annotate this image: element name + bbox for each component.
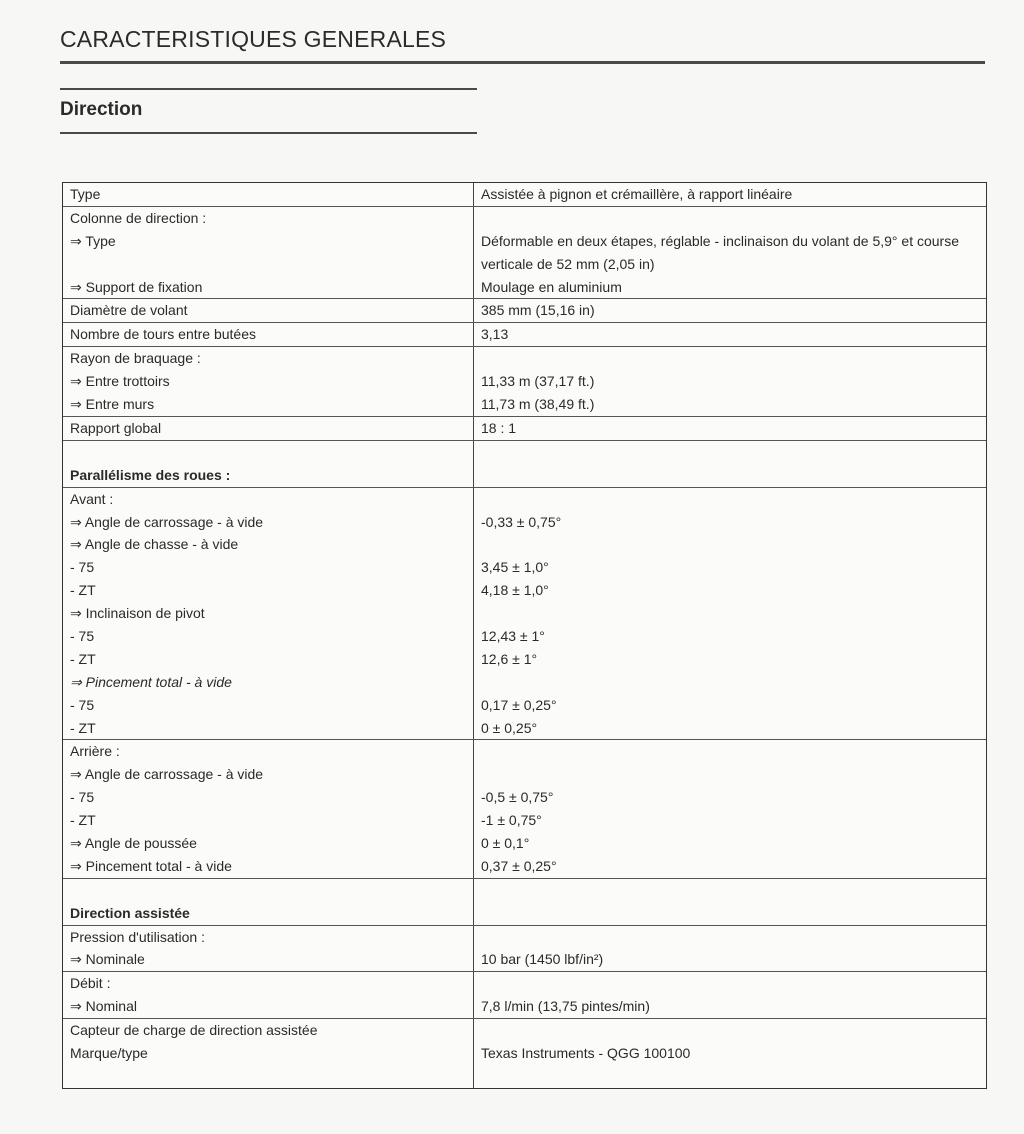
spec-value: 0,17 ± 0,25° — [481, 696, 557, 713]
spec-value: 18 : 1 — [481, 419, 517, 436]
value-cell — [474, 926, 986, 972]
spec-label: ⇒ Pincement total - à vide — [70, 673, 232, 690]
spec-value: 11,33 m (37,17 ft.) — [481, 373, 595, 390]
spec-value — [481, 533, 980, 556]
spec-value: 10 bar (1450 lbf/in²) — [481, 951, 604, 968]
spec-value: -0,33 ± 0,75° — [481, 513, 562, 530]
spec-label: Avant : — [70, 490, 114, 507]
spec-value — [481, 972, 980, 995]
section-rule-bottom — [60, 132, 477, 134]
table-row — [63, 183, 986, 206]
label-cell — [63, 207, 474, 299]
spec-label: ⇒ Nominal — [70, 998, 137, 1015]
label-cell — [63, 417, 474, 440]
spec-value — [481, 740, 980, 763]
spec-value — [481, 464, 980, 487]
spec-label — [70, 441, 473, 464]
value-cell — [474, 879, 986, 925]
spec-label: Débit : — [70, 975, 111, 992]
spec-label: ⇒ Angle de carrossage - à vide — [70, 766, 264, 783]
spec-label: Direction assistée — [70, 904, 190, 921]
spec-value — [481, 1065, 980, 1088]
spec-label: ⇒ Pincement total - à vide — [70, 857, 232, 874]
spec-label: - ZT — [70, 582, 96, 599]
spec-value — [481, 763, 980, 786]
spec-label: ⇒ Angle de carrossage - à vide — [70, 513, 264, 530]
label-cell — [63, 926, 474, 972]
label-cell — [63, 1019, 474, 1088]
spec-label: ⇒ Nominale — [70, 951, 145, 968]
value-cell — [474, 740, 986, 877]
label-cell — [63, 347, 474, 416]
label-cell — [63, 740, 474, 877]
spec-value: 7,8 l/min (13,75 pintes/min) — [481, 998, 650, 1015]
spec-label: ⇒ Angle de chasse - à vide — [70, 536, 239, 553]
spec-value: 0 ± 0,25° — [481, 719, 538, 736]
spec-label: ⇒ Type — [70, 232, 116, 249]
value-cell — [474, 488, 986, 740]
table-row — [63, 206, 986, 299]
value-cell — [474, 417, 986, 440]
table-row — [63, 1018, 986, 1088]
spec-value: Texas Instruments - QGG 100100 — [481, 1044, 691, 1061]
label-cell — [63, 972, 474, 1018]
spec-value: 12,43 ± 1° — [481, 627, 545, 644]
page-title: CARACTERISTIQUES GENERALES — [60, 26, 447, 52]
spec-label: ⇒ Entre trottoirs — [70, 373, 170, 390]
label-cell — [63, 299, 474, 322]
spec-value: 3,13 — [481, 326, 509, 343]
spec-value: 385 mm (15,16 in) — [481, 302, 595, 319]
spec-label: Arrière : — [70, 743, 120, 760]
spec-value — [481, 902, 980, 925]
value-cell — [474, 972, 986, 1018]
spec-label: Diamètre de volant — [70, 302, 188, 319]
label-cell — [63, 879, 474, 925]
spec-value: -1 ± 0,75° — [481, 812, 542, 829]
table-row — [63, 298, 986, 322]
table-row — [63, 925, 986, 972]
spec-label: - 75 — [70, 627, 95, 644]
spec-label: ⇒ Entre murs — [70, 396, 155, 413]
spec-value: Déformable en deux étapes, réglable - inclinaison du volant de 5,9° et course verticale de 52 mm (2,05 in) — [481, 232, 960, 272]
spec-value — [481, 879, 980, 902]
spec-value — [481, 488, 980, 511]
spec-value — [481, 1019, 980, 1042]
table-row — [63, 440, 986, 487]
spec-label: ⇒ Angle de poussée — [70, 834, 197, 851]
table-row — [63, 487, 986, 740]
section-rule-top — [60, 88, 477, 90]
value-cell — [474, 207, 986, 299]
spec-label: - ZT — [70, 719, 96, 736]
label-cell — [63, 488, 474, 740]
spec-label: Pression d'utilisation : — [70, 928, 205, 945]
table-row — [63, 416, 986, 440]
table-row — [63, 322, 986, 346]
table-row — [63, 878, 986, 925]
spec-label: Marque/type — [70, 1044, 148, 1061]
spec-value: 4,18 ± 1,0° — [481, 582, 549, 599]
spec-value: Assistée à pignon et crémaillère, à rapport linéaire — [481, 186, 793, 202]
spec-value: 12,6 ± 1° — [481, 650, 538, 667]
table-row — [63, 346, 986, 416]
spec-label: - 75 — [70, 696, 95, 713]
spec-label: - 75 — [70, 789, 95, 806]
spec-label: Nombre de tours entre butées — [70, 326, 256, 343]
spec-value — [481, 207, 980, 230]
spec-label — [70, 253, 473, 276]
table-row — [63, 971, 986, 1018]
spec-value — [481, 347, 980, 370]
spec-label — [70, 879, 473, 902]
spec-value: 0 ± 0,1° — [481, 834, 530, 851]
spec-value — [481, 441, 980, 464]
title-rule — [60, 61, 985, 64]
spec-value — [481, 602, 980, 625]
label-cell — [63, 323, 474, 346]
spec-label: - ZT — [70, 650, 96, 667]
spec-value — [481, 926, 980, 949]
value-cell — [474, 441, 986, 487]
value-cell — [474, 323, 986, 346]
value-cell — [474, 299, 986, 322]
spec-label — [70, 1065, 473, 1088]
spec-label: Colonne de direction : — [70, 209, 207, 226]
value-cell — [474, 347, 986, 416]
spec-value: -0,5 ± 0,75° — [481, 789, 554, 806]
spec-label: Parallélisme des roues : — [70, 466, 231, 483]
section-title: Direction — [60, 99, 143, 120]
spec-value: Moulage en aluminium — [481, 278, 622, 295]
spec-value: 0,37 ± 0,25° — [481, 857, 557, 874]
spec-table — [62, 182, 987, 1089]
spec-label: ⇒ Inclinaison de pivot — [70, 605, 205, 622]
spec-value — [481, 671, 980, 694]
value-cell — [474, 1019, 986, 1088]
spec-label: Rayon de braquage : — [70, 350, 201, 367]
spec-label: Rapport global — [70, 419, 162, 436]
value-cell — [474, 183, 986, 206]
label-cell — [63, 441, 474, 487]
spec-label: - 75 — [70, 559, 95, 576]
spec-label: Type — [70, 186, 101, 202]
table-row — [63, 739, 986, 877]
spec-label: ⇒ Support de fixation — [70, 278, 203, 295]
spec-value: 11,73 m (38,49 ft.) — [481, 396, 595, 413]
spec-value: 3,45 ± 1,0° — [481, 559, 549, 576]
spec-label: Capteur de charge de direction assistée — [70, 1022, 318, 1039]
spec-label: - ZT — [70, 812, 96, 829]
label-cell — [63, 183, 474, 206]
